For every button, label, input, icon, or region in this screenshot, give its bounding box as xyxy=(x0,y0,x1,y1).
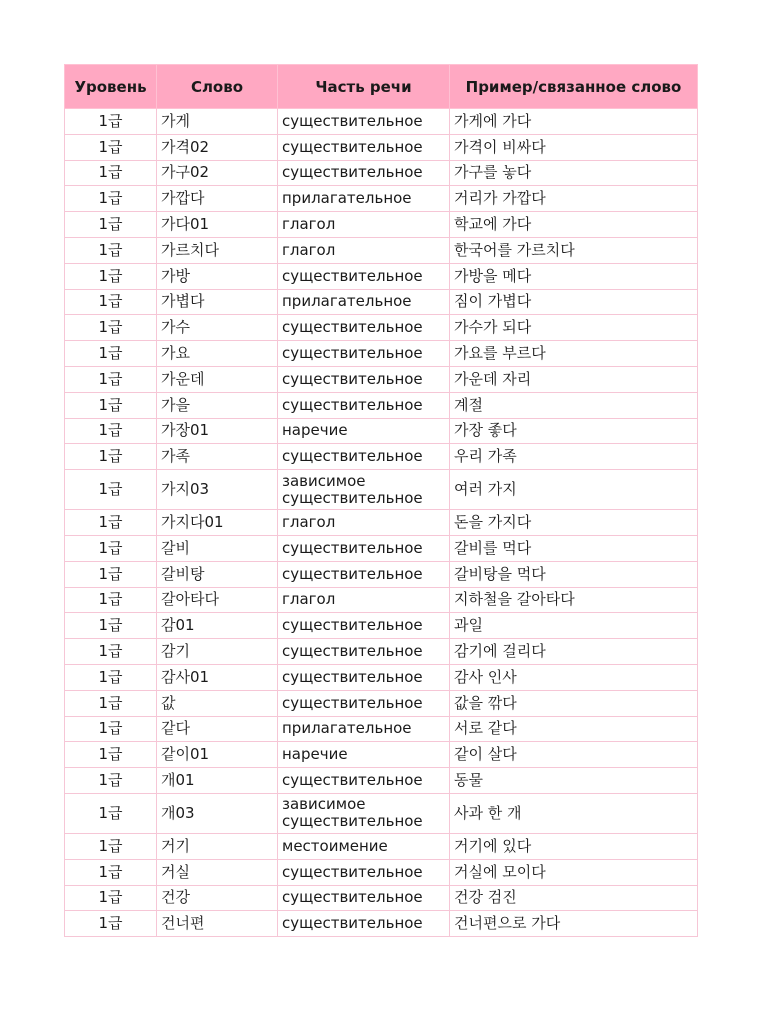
level-cell: 1급 xyxy=(65,109,157,135)
part-of-speech-cell: прилагательное xyxy=(278,186,450,212)
level-cell: 1급 xyxy=(65,392,157,418)
level-cell: 1급 xyxy=(65,237,157,263)
level-cell: 1급 xyxy=(65,639,157,665)
level-cell: 1급 xyxy=(65,134,157,160)
part-of-speech-cell: существительное xyxy=(278,366,450,392)
table-row xyxy=(65,742,698,768)
part-of-speech-cell: существительное xyxy=(278,160,450,186)
table-row xyxy=(65,263,698,289)
example-cell: 가수가 되다 xyxy=(450,315,698,341)
word-cell: 가구02 xyxy=(157,160,278,186)
word-cell: 가지03 xyxy=(157,470,278,510)
header-example: Пример/связанное слово xyxy=(450,65,698,109)
level-cell: 1급 xyxy=(65,793,157,833)
word-cell: 건너편 xyxy=(157,911,278,937)
word-cell: 개01 xyxy=(157,768,278,794)
table-row xyxy=(65,315,698,341)
example-cell: 건강 검진 xyxy=(450,885,698,911)
table-row xyxy=(65,444,698,470)
table-row xyxy=(65,237,698,263)
word-cell: 가격02 xyxy=(157,134,278,160)
table-row xyxy=(65,134,698,160)
level-cell: 1급 xyxy=(65,664,157,690)
level-cell: 1급 xyxy=(65,561,157,587)
example-cell: 건너편으로 가다 xyxy=(450,911,698,937)
part-of-speech-cell: прилагательное xyxy=(278,716,450,742)
level-cell: 1급 xyxy=(65,613,157,639)
example-cell: 갈비를 먹다 xyxy=(450,535,698,561)
example-cell: 사과 한 개 xyxy=(450,793,698,833)
level-cell: 1급 xyxy=(65,768,157,794)
vocabulary-table xyxy=(64,64,698,937)
level-cell: 1급 xyxy=(65,341,157,367)
part-of-speech-cell: зависимое существительное xyxy=(278,470,450,510)
word-cell: 가깝다 xyxy=(157,186,278,212)
table-row xyxy=(65,768,698,794)
header-word: Слово xyxy=(157,65,278,109)
header-level: Уровень xyxy=(65,65,157,109)
word-cell: 가볍다 xyxy=(157,289,278,315)
header-row xyxy=(65,65,698,109)
level-cell: 1급 xyxy=(65,444,157,470)
example-cell: 가요를 부르다 xyxy=(450,341,698,367)
table-row xyxy=(65,690,698,716)
table-header xyxy=(65,65,698,109)
word-cell: 같다 xyxy=(157,716,278,742)
example-cell: 가게에 가다 xyxy=(450,109,698,135)
table-row xyxy=(65,186,698,212)
part-of-speech-cell: глагол xyxy=(278,510,450,536)
table-row xyxy=(65,109,698,135)
part-of-speech-cell: существительное xyxy=(278,768,450,794)
word-cell: 갈비 xyxy=(157,535,278,561)
example-cell: 거실에 모이다 xyxy=(450,859,698,885)
level-cell: 1급 xyxy=(65,742,157,768)
example-cell: 우리 가족 xyxy=(450,444,698,470)
word-cell: 감기 xyxy=(157,639,278,665)
table-row xyxy=(65,561,698,587)
word-cell: 건강 xyxy=(157,885,278,911)
part-of-speech-cell: существительное xyxy=(278,664,450,690)
word-cell: 가수 xyxy=(157,315,278,341)
example-cell: 한국어를 가르치다 xyxy=(450,237,698,263)
table-row xyxy=(65,470,698,510)
example-cell: 값을 깎다 xyxy=(450,690,698,716)
word-cell: 가족 xyxy=(157,444,278,470)
level-cell: 1급 xyxy=(65,859,157,885)
part-of-speech-cell: существительное xyxy=(278,535,450,561)
example-cell: 지하철을 갈아타다 xyxy=(450,587,698,613)
table-row xyxy=(65,885,698,911)
table-row xyxy=(65,392,698,418)
table-row xyxy=(65,613,698,639)
word-cell: 감사01 xyxy=(157,664,278,690)
example-cell: 감기에 걸리다 xyxy=(450,639,698,665)
part-of-speech-cell: наречие xyxy=(278,742,450,768)
table-row xyxy=(65,911,698,937)
level-cell: 1급 xyxy=(65,470,157,510)
word-cell: 갈비탕 xyxy=(157,561,278,587)
example-cell: 가구를 놓다 xyxy=(450,160,698,186)
word-cell: 가방 xyxy=(157,263,278,289)
word-cell: 가지다01 xyxy=(157,510,278,536)
part-of-speech-cell: существительное xyxy=(278,561,450,587)
word-cell: 가장01 xyxy=(157,418,278,444)
word-cell: 가르치다 xyxy=(157,237,278,263)
level-cell: 1급 xyxy=(65,289,157,315)
example-cell: 가방을 메다 xyxy=(450,263,698,289)
word-cell: 가요 xyxy=(157,341,278,367)
example-cell: 학교에 가다 xyxy=(450,212,698,238)
example-cell: 과일 xyxy=(450,613,698,639)
level-cell: 1급 xyxy=(65,366,157,392)
part-of-speech-cell: существительное xyxy=(278,392,450,418)
part-of-speech-cell: существительное xyxy=(278,109,450,135)
table-row xyxy=(65,664,698,690)
level-cell: 1급 xyxy=(65,833,157,859)
word-cell: 값 xyxy=(157,690,278,716)
table-row xyxy=(65,793,698,833)
part-of-speech-cell: глагол xyxy=(278,237,450,263)
level-cell: 1급 xyxy=(65,510,157,536)
example-cell: 갈비탕을 먹다 xyxy=(450,561,698,587)
level-cell: 1급 xyxy=(65,690,157,716)
part-of-speech-cell: существительное xyxy=(278,885,450,911)
part-of-speech-cell: существительное xyxy=(278,444,450,470)
table-row xyxy=(65,510,698,536)
part-of-speech-cell: существительное xyxy=(278,911,450,937)
table-row xyxy=(65,212,698,238)
level-cell: 1급 xyxy=(65,160,157,186)
level-cell: 1급 xyxy=(65,535,157,561)
level-cell: 1급 xyxy=(65,263,157,289)
part-of-speech-cell: существительное xyxy=(278,341,450,367)
example-cell: 가장 좋다 xyxy=(450,418,698,444)
part-of-speech-cell: наречие xyxy=(278,418,450,444)
table-row xyxy=(65,160,698,186)
part-of-speech-cell: существительное xyxy=(278,134,450,160)
part-of-speech-cell: существительное xyxy=(278,613,450,639)
table-row xyxy=(65,859,698,885)
table-row xyxy=(65,418,698,444)
level-cell: 1급 xyxy=(65,212,157,238)
part-of-speech-cell: глагол xyxy=(278,587,450,613)
table-row xyxy=(65,716,698,742)
word-cell: 거기 xyxy=(157,833,278,859)
part-of-speech-cell: существительное xyxy=(278,263,450,289)
word-cell: 개03 xyxy=(157,793,278,833)
table-row xyxy=(65,833,698,859)
example-cell: 감사 인사 xyxy=(450,664,698,690)
example-cell: 계절 xyxy=(450,392,698,418)
example-cell: 동물 xyxy=(450,768,698,794)
example-cell: 서로 같다 xyxy=(450,716,698,742)
table-row xyxy=(65,587,698,613)
header-part-of-speech: Часть речи xyxy=(278,65,450,109)
example-cell: 가운데 자리 xyxy=(450,366,698,392)
word-cell: 감01 xyxy=(157,613,278,639)
level-cell: 1급 xyxy=(65,186,157,212)
table-row xyxy=(65,639,698,665)
part-of-speech-cell: существительное xyxy=(278,859,450,885)
table-body xyxy=(65,109,698,937)
word-cell: 갈아타다 xyxy=(157,587,278,613)
part-of-speech-cell: зависимое существительное xyxy=(278,793,450,833)
word-cell: 가운데 xyxy=(157,366,278,392)
word-cell: 거실 xyxy=(157,859,278,885)
level-cell: 1급 xyxy=(65,885,157,911)
part-of-speech-cell: местоимение xyxy=(278,833,450,859)
part-of-speech-cell: существительное xyxy=(278,639,450,665)
level-cell: 1급 xyxy=(65,911,157,937)
table-row xyxy=(65,535,698,561)
part-of-speech-cell: существительное xyxy=(278,315,450,341)
word-cell: 가을 xyxy=(157,392,278,418)
table-row xyxy=(65,341,698,367)
example-cell: 거기에 있다 xyxy=(450,833,698,859)
word-cell: 같이01 xyxy=(157,742,278,768)
level-cell: 1급 xyxy=(65,418,157,444)
example-cell: 짐이 가볍다 xyxy=(450,289,698,315)
level-cell: 1급 xyxy=(65,315,157,341)
part-of-speech-cell: существительное xyxy=(278,690,450,716)
example-cell: 돈을 가지다 xyxy=(450,510,698,536)
level-cell: 1급 xyxy=(65,716,157,742)
part-of-speech-cell: глагол xyxy=(278,212,450,238)
level-cell: 1급 xyxy=(65,587,157,613)
example-cell: 거리가 가깝다 xyxy=(450,186,698,212)
example-cell: 가격이 비싸다 xyxy=(450,134,698,160)
example-cell: 여러 가지 xyxy=(450,470,698,510)
word-cell: 가게 xyxy=(157,109,278,135)
example-cell: 같이 살다 xyxy=(450,742,698,768)
table-row xyxy=(65,289,698,315)
part-of-speech-cell: прилагательное xyxy=(278,289,450,315)
word-cell: 가다01 xyxy=(157,212,278,238)
table-row xyxy=(65,366,698,392)
